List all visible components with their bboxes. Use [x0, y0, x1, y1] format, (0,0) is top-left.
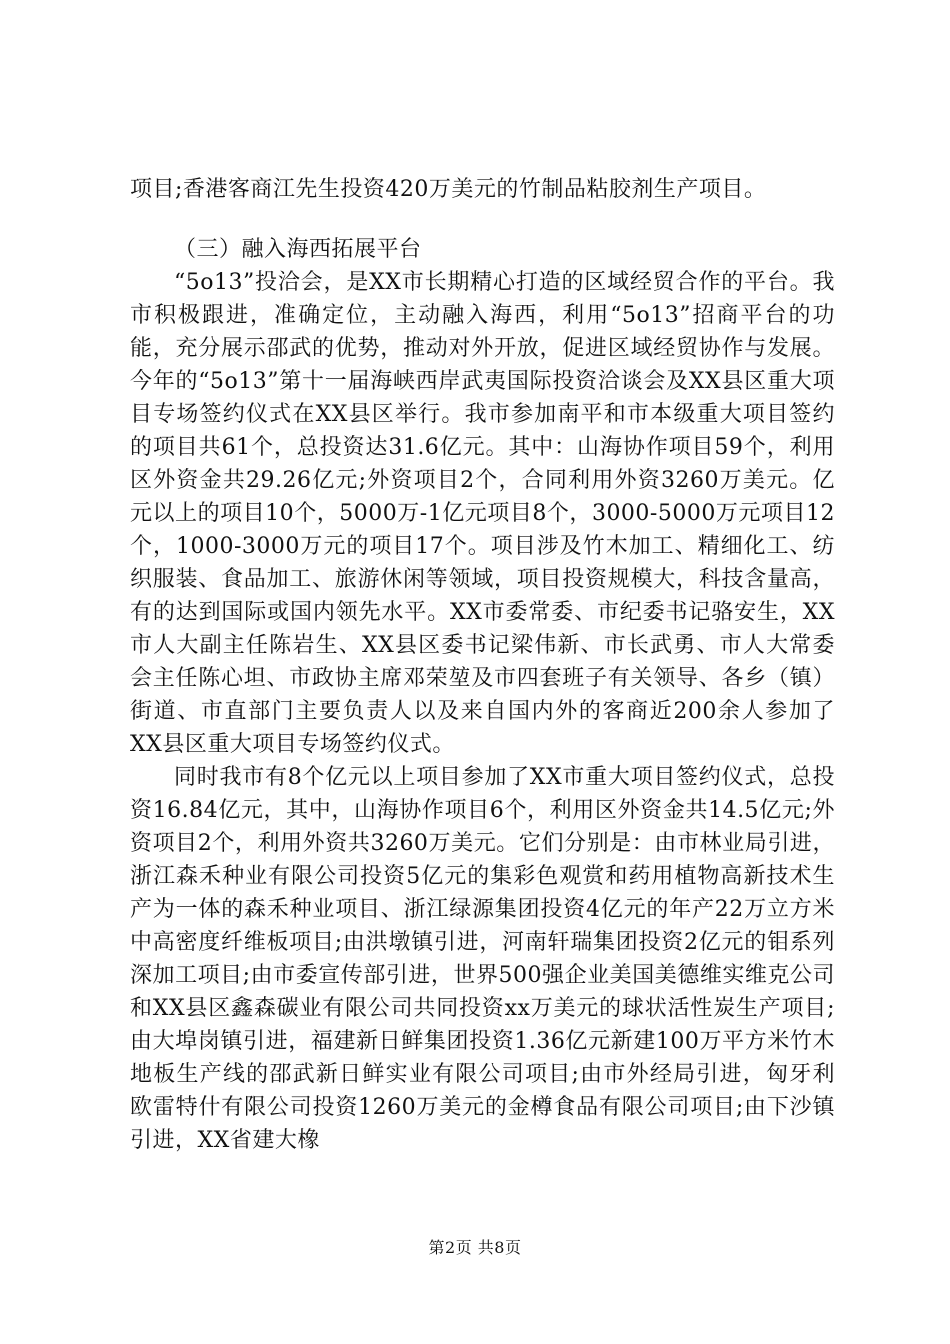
page-footer: [0, 1238, 950, 1258]
section-heading: （三）融入海西拓展平台: [174, 237, 422, 262]
lead-text-block: [130, 173, 835, 206]
body-paragraph-2: 同时我市有8个亿元以上项目参加了XX市重大项目签约仪式，总投资16.84亿元，其中，山海协作项目6个，利用区外资金共14.5亿元;外资项目2个，利用外资共3260万美元。它们分别是：由市林业局引进，浙江森禾种业有限公司投资5亿元的集彩色观赏和药用植物高新技术生产为一体的森禾种业项目、浙江绿源集团投资4亿元的年产22万立方米中高密度纤维板项目;由洪墩镇引进，河南轩瑞集团投资2亿元的钼系列深加工项目;由市委宣传部引进，世界500强企业美国美德维实维克公司和XX县区鑫森碳业有限公司共同投资xx万美元的球状活性炭生产项目;由大埠岗镇引进，福建新日鲜集团投资1.36亿元新建100万平方米竹木地板生产线的邵武新日鲜实业有限公司项目;由市外经局引进，匈牙利欧雷特什有限公司投资1260万美元的金樽食品有限公司项目;由下沙镇引进，XX省建大橡: [130, 765, 835, 1153]
body-text-block: [130, 233, 835, 1157]
body-paragraph-1: “5o13”投洽会，是XX市长期精心打造的区域经贸合作的平台。我市积极跟进，准确定位，主动融入海西，利用“5o13”招商平台的功能，充分展示邵武的优势，推动对外开放，促进区域经贸协作与发展。今年的“5o13”第十一届海峡西岸武夷国际投资洽谈会及XX县区重大项目专场签约仪式在XX县区举行。我市参加南平和市本级重大项目签约的项目共61个，总投资达31.6亿元。其中：山海协作项目59个，利用区外资金共29.26亿元;外资项目2个，合同利用外资3260万美元。亿元以上的项目10个，5000万-1亿元项目8个，3000-5000万元项目12个，1000-3000万元的项目17个。项目涉及竹木加工、精细化工、纺织服装、食品加工、旅游休闲等领域，项目投资规模大，科技含量高，有的达到国际或国内领先水平。XX市委常委、市纪委书记骆安生，XX市人大副主任陈岩生、XX县区委书记梁伟新、市长武勇、市人大常委会主任陈心坦、市政协主席邓荣堃及市四套班子有关领导、各乡（镇）街道、市直部门主要负责人以及来自国内外的客商近200余人参加了XX县区重大项目专场签约仪式。: [130, 270, 835, 757]
lead-line: 项目;香港客商江先生投资420万美元的竹制品粘胶剂生产项目。: [130, 177, 767, 202]
page-indicator: 第2页 共8页: [428, 1238, 522, 1257]
